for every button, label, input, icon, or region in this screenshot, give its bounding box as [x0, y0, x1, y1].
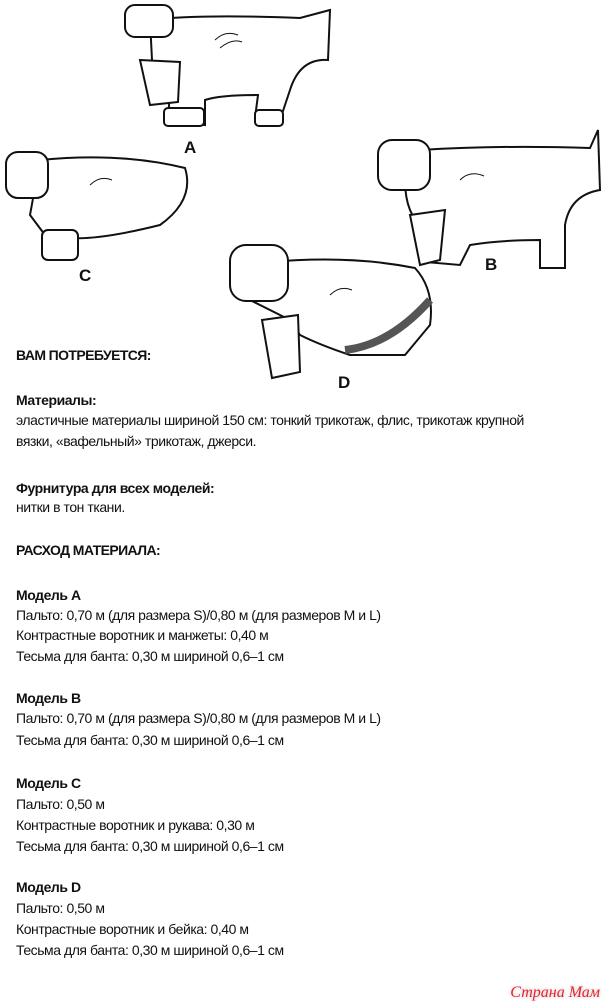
consumption-heading: РАСХОД МАТЕРИАЛА: [16, 542, 161, 558]
coat-model-c-drawing [6, 152, 187, 260]
watermark-logo: Страна Мам [510, 984, 600, 1001]
model-line: Пальто: 0,70 м (для размера S)/0,80 м (для размеров M и L) [16, 607, 381, 623]
coat-model-b-drawing [378, 130, 600, 268]
section-heading: ВАМ ПОТРЕБУЕТСЯ: [16, 347, 151, 363]
dog-coat-illustrations [0, 0, 608, 400]
figure-label-b: B [485, 255, 498, 274]
materials-line: вязки, «вафельный» трикотаж, джерси. [16, 433, 257, 449]
model-title: Модель D [16, 879, 81, 895]
coat-model-a-drawing [125, 5, 330, 126]
hardware-text: нитки в тон ткани. [16, 499, 125, 515]
model-line: Контрастные воротник и манжеты: 0,40 м [16, 627, 269, 643]
model-title: Модель A [16, 587, 81, 603]
model-title: Модель B [16, 690, 81, 706]
figure-label-c: C [79, 266, 92, 285]
model-line: Пальто: 0,70 м (для размера S)/0,80 м (для размеров M и L) [16, 710, 381, 726]
materials-line: эластичные материалы шириной 150 см: тонкий трикотаж, флис, трикотаж крупной [16, 412, 524, 428]
model-line: Тесьма для банта: 0,30 м шириной 0,6–1 см [16, 732, 284, 748]
coat-model-d-drawing [230, 245, 431, 378]
hardware-title: Фурнитура для всех моделей: [16, 480, 215, 496]
model-line: Пальто: 0,50 м [16, 900, 105, 916]
materials-title: Материалы: [16, 392, 97, 408]
model-line: Тесьма для банта: 0,30 м шириной 0,6–1 см [16, 838, 284, 854]
model-line: Пальто: 0,50 м [16, 796, 105, 812]
model-title: Модель C [16, 775, 81, 791]
model-line: Контрастные воротник и рукава: 0,30 м [16, 817, 255, 833]
figure-label-d: D [338, 373, 351, 392]
model-line: Контрастные воротник и бейка: 0,40 м [16, 921, 249, 937]
model-line: Тесьма для банта: 0,30 м шириной 0,6–1 см [16, 648, 284, 664]
figure-label-a: A [184, 138, 197, 157]
model-line: Тесьма для банта: 0,30 м шириной 0,6–1 см [16, 942, 284, 958]
